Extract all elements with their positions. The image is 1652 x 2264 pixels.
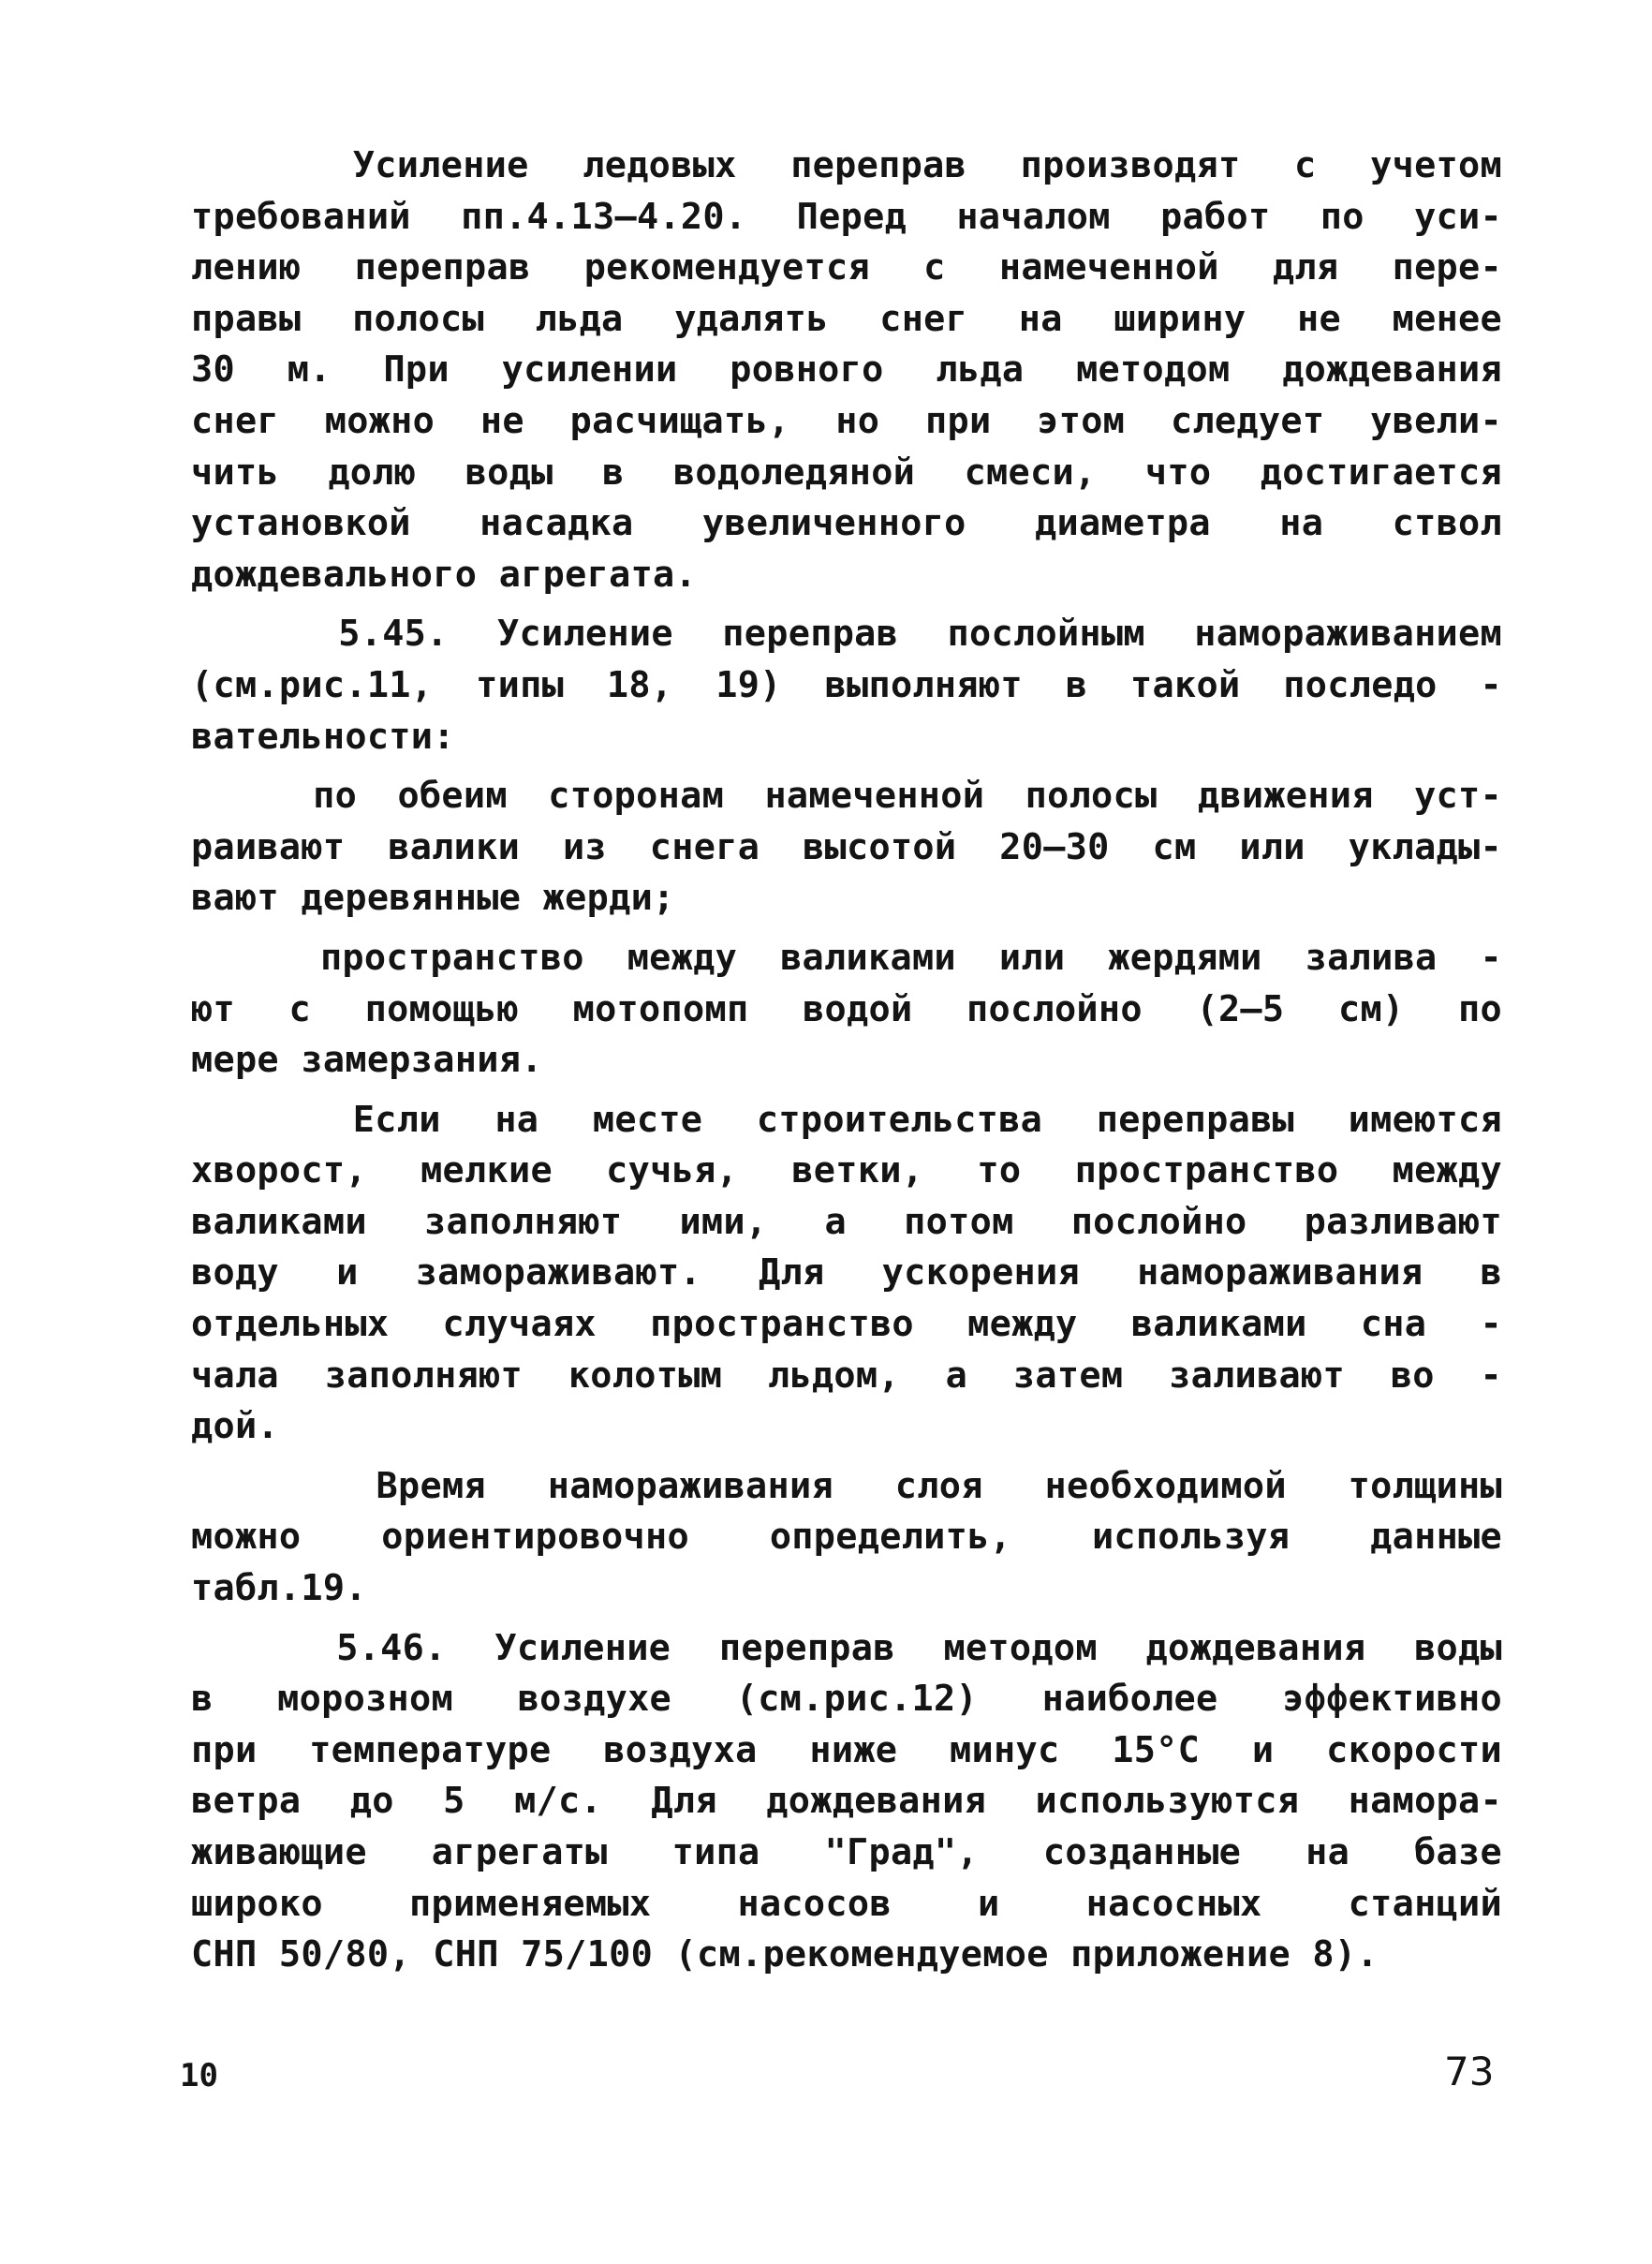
page-number: 73	[1444, 2049, 1495, 2094]
text-line: ют с помощью мотопомп водой послойно (2–5 см) по	[191, 987, 1502, 1030]
text-line: при температуре воздуха ниже минус 15°С и скорости	[191, 1728, 1502, 1771]
footer-mark: 10	[180, 2057, 218, 2094]
text-line: валиками заполняют ими, а потом послойно разливают	[191, 1200, 1502, 1243]
text-line: требований пп.4.13–4.20. Перед началом работ по уси-	[191, 195, 1502, 238]
text-line: ветра до 5 м/с. Для дождевания используются намора-	[191, 1780, 1502, 1823]
text-line: раивают валики из снега высотой 20–30 см или уклады-	[191, 825, 1502, 868]
text-line: чить долю воды в водоледяной смеси, что достигается	[191, 451, 1502, 494]
text-line: Время намораживания слоя необходимой толщины	[191, 1464, 1502, 1507]
text-line: СНП 50/80, СНП 75/100 (см.рекомендуемое приложение 8).	[191, 1933, 1379, 1976]
text-line: отдельных случаях пространство между валиками сна -	[191, 1303, 1502, 1346]
text-line: дождевального агрегата.	[191, 553, 698, 596]
text-line: пространство между валиками или жердями залива -	[191, 936, 1502, 979]
text-line: по обеим сторонам намеченной полосы движения уст-	[191, 775, 1502, 818]
text-line: правы полосы льда удалять снег на ширину не менее	[191, 297, 1502, 340]
text-line: табл.19.	[191, 1567, 367, 1610]
text-line: вают деревянные жерди;	[191, 877, 675, 920]
text-line: лению переправ рекомендуется с намеченной для пере-	[191, 246, 1502, 289]
text-line: 5.45. Усиление переправ послойным намораживанием	[191, 613, 1502, 656]
text-line: живающие агрегаты типа "Град", созданные на базе	[191, 1831, 1502, 1873]
text-line: снег можно не расчищать, но при этом следует увели-	[191, 399, 1502, 442]
text-line: можно ориентировочно определить, используя данные	[191, 1516, 1502, 1559]
text-line: широко применяемых насосов и насосных станций	[191, 1882, 1502, 1925]
text-line: Усиление ледовых переправ производят с учетом	[191, 144, 1502, 186]
text-line: вательности:	[191, 715, 455, 758]
text-line: чала заполняют колотым льдом, а затем заливают во -	[191, 1354, 1502, 1397]
body-text	[191, 141, 1502, 1981]
text-line: в морозном воздухе (см.рис.12) наиболее эффективно	[191, 1678, 1502, 1721]
text-line: (см.рис.11, типы 18, 19) выполняют в такой последо -	[191, 663, 1502, 706]
text-line: 5.46. Усиление переправ методом дождевания воды	[191, 1626, 1502, 1669]
text-line: мере замерзания.	[191, 1039, 543, 1082]
text-line: хворост, мелкие сучья, ветки, то пространство между	[191, 1149, 1502, 1192]
text-line: установкой насадка увеличенного диаметра на ствол	[191, 502, 1502, 545]
text-line: 30 м. При усилении ровного льда методом дождевания	[191, 348, 1502, 392]
text-line: воду и замораживают. Для ускорения намораживания в	[191, 1251, 1502, 1295]
text-line: дой.	[191, 1405, 279, 1448]
text-line: Если на месте строительства переправы имеются	[191, 1098, 1502, 1141]
